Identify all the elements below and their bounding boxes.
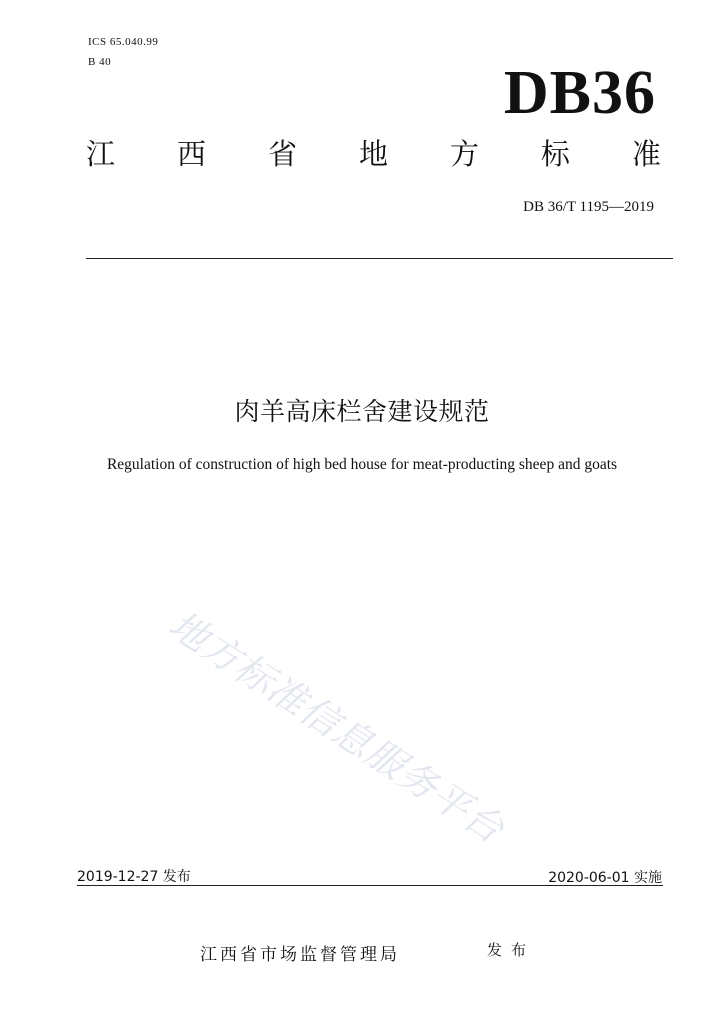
standard-type-char: 准 xyxy=(631,137,661,171)
standard-type-char: 省 xyxy=(267,137,297,171)
issuing-authority: 江西省市场监督管理局 xyxy=(200,945,400,965)
implement-date: 2020-06-01 实施 xyxy=(548,870,662,886)
title-english: Regulation of construction of high bed house for meat-producting sheep and goats xyxy=(106,456,618,473)
ics-code: ICS 65.040.99 xyxy=(88,36,159,48)
title-chinese: 肉羊高床栏舍建设规范 xyxy=(234,397,490,426)
standard-type-char: 标 xyxy=(540,137,570,171)
standard-type-char: 西 xyxy=(176,137,206,171)
standard-number: DB 36/T 1195—2019 xyxy=(523,199,654,215)
db-logo: DB36 xyxy=(503,59,656,127)
footer-divider xyxy=(77,885,663,886)
classification-code: B 40 xyxy=(88,56,112,68)
standard-type-char: 地 xyxy=(358,137,388,171)
standard-type xyxy=(86,137,661,171)
watermark: 地方标准信息服务平台 xyxy=(161,602,513,852)
publish-date: 2019-12-27 发布 xyxy=(77,869,191,885)
standard-type-char: 方 xyxy=(449,137,479,171)
issue-label: 发布 xyxy=(487,941,536,959)
header-divider xyxy=(86,258,673,259)
standard-type-char: 江 xyxy=(86,137,116,171)
